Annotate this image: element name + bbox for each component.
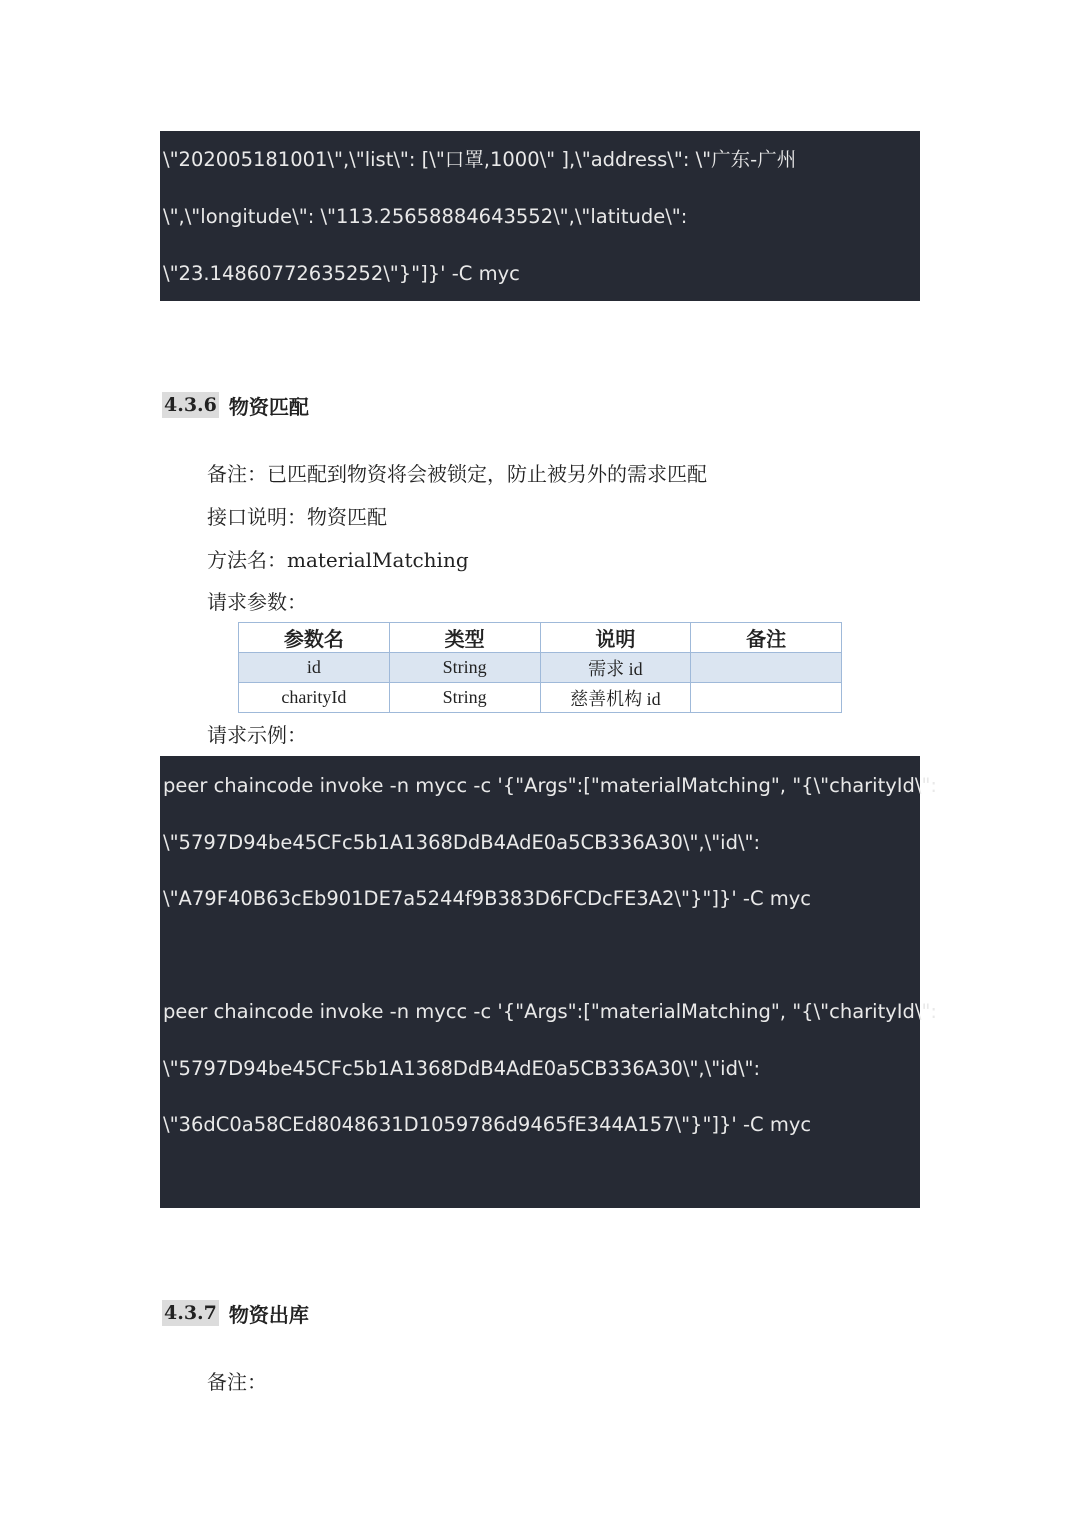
table-header: 参数名 [239,623,390,653]
method-name: 方法名：materialMatching [207,548,469,572]
section-heading-4-3-6 [162,389,309,421]
interface-description: 接口说明：物资匹配 [207,505,387,529]
table-cell: 慈善机构 id [540,683,691,713]
table-cell: 需求 id [540,653,691,683]
params-table [238,622,842,713]
code-block-2 [160,756,938,1208]
section-title: 物资匹配 [228,394,309,419]
section-number: 4.3.6 [164,394,217,416]
request-example-label: 请求示例： [207,723,307,747]
code-line: \"23.14860772635252\"}"]}' -C myc [163,262,520,285]
table-cell [691,683,842,713]
code-line: peer chaincode invoke -n mycc -c '{"Args":["materialMatching", "{\"charityId\": [163,774,938,797]
request-params-label: 请求参数： [207,590,307,614]
section-number: 4.3.7 [164,1302,217,1324]
note-text: 备注：已匹配到物资将会被锁定，防止被另外的需求匹配 [207,462,707,486]
section-title: 物资出库 [228,1302,309,1327]
code-block-1 [160,131,920,301]
table-row [239,683,842,713]
note-text: 备注： [207,1370,267,1394]
code-line: peer chaincode invoke -n mycc -c '{"Args":["materialMatching", "{\"charityId\": [163,1000,938,1023]
table-row [239,653,842,683]
table-header-row [239,623,842,653]
code-line: \"202005181001\",\"list\": [\"口罩,1000\" ],\"address\": \"广东-广州 [163,148,797,171]
table-header: 类型 [389,623,540,653]
section-heading-4-3-7 [162,1297,309,1329]
table-header: 说明 [540,623,691,653]
code-line: \"A79F40B63cEb901DE7a5244f9B383D6FCDcFE3A2\"}"]}' -C myc [163,887,812,910]
table-header: 备注 [691,623,842,653]
code-line: \",\"longitude\": \"113.25658884643552\",\"latitude\": [163,205,688,228]
code-line: \"5797D94be45CFc5b1A1368DdB4AdE0a5CB336A30\",\"id\": [163,1057,761,1080]
table-cell: id [239,653,390,683]
table-cell [691,653,842,683]
table-cell: String [389,683,540,713]
table-cell: String [389,653,540,683]
table-cell: charityId [239,683,390,713]
code-line: \"5797D94be45CFc5b1A1368DdB4AdE0a5CB336A30\",\"id\": [163,831,761,854]
code-line: \"36dC0a58CEd8048631D1059786d9465fE344A157\"}"]}' -C myc [163,1113,812,1136]
